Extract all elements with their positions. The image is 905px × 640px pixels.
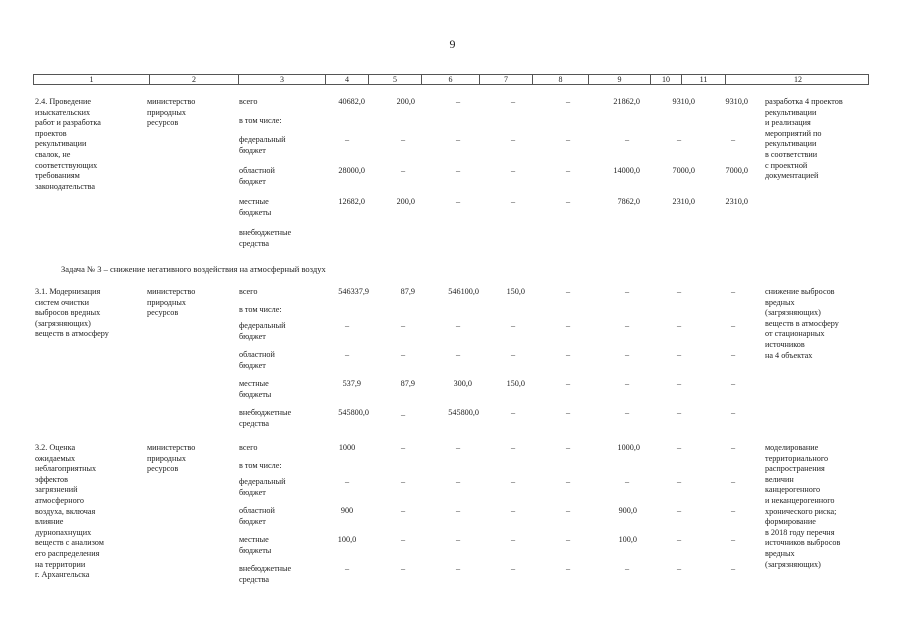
cell-3-2-loc-c5: – bbox=[400, 535, 406, 544]
cell-3-2-ext-c4: – bbox=[344, 564, 350, 573]
source-federal: федеральный бюджет bbox=[239, 135, 286, 155]
cell-3-2-reg-c4: 900 bbox=[340, 506, 354, 515]
cell-3-1-loc-c10: – bbox=[676, 379, 682, 388]
source-including: в том числе: bbox=[239, 461, 282, 470]
cell-3-2-ext-c11: – bbox=[730, 564, 736, 573]
cell-3-1-ext-c4: 545800,0 bbox=[338, 408, 369, 417]
header-col-10: 10 bbox=[650, 75, 681, 84]
item-3-1-title: 3.1. Модернизация систем очистки выбросов вредных (загрязняющих) веществ в атмосферу bbox=[35, 287, 109, 339]
cell-3-2-loc-c4: 100,0 bbox=[337, 535, 357, 544]
cell-3-1-reg-c8: – bbox=[565, 350, 571, 359]
cell-2-4-reg-c11: 7000,0 bbox=[725, 166, 748, 175]
cell-3-2-total-c8: – bbox=[565, 443, 571, 452]
source-extrabudget: внебюджетные средства bbox=[239, 564, 292, 584]
header-col-6: 6 bbox=[421, 75, 479, 84]
cell-3-1-total-c7: 150,0 bbox=[506, 287, 525, 296]
source-local: местные бюджеты bbox=[239, 379, 272, 399]
cell-3-2-fed-c9: – bbox=[624, 477, 630, 486]
cell-2-4-loc-c6: – bbox=[455, 197, 461, 206]
cell-3-1-fed-c5: – bbox=[400, 321, 406, 330]
cell-3-1-ext-c6: 545800,0 bbox=[448, 408, 479, 417]
header-col-9: 9 bbox=[588, 75, 650, 84]
cell-3-2-reg-c11: – bbox=[730, 506, 736, 515]
cell-3-2-reg-c9: 900,0 bbox=[618, 506, 637, 515]
cell-3-2-ext-c9: – bbox=[624, 564, 630, 573]
cell-2-4-fed-c4: – bbox=[344, 135, 350, 144]
cell-3-2-total-c9: 1000,0 bbox=[617, 443, 640, 452]
cell-3-1-loc-c4: 537,9 bbox=[342, 379, 361, 388]
cell-2-4-total-c7: – bbox=[510, 97, 516, 106]
item-3-1-result: снижение выбросов вредных (загрязняющих) веществ в атмосферу от стационарных источников на 4 объектах bbox=[765, 287, 839, 360]
source-total: всего bbox=[239, 97, 258, 106]
cell-3-2-total-c6: – bbox=[455, 443, 461, 452]
cell-3-1-loc-c11: – bbox=[730, 379, 736, 388]
cell-3-2-reg-c10: – bbox=[676, 506, 682, 515]
cell-2-4-total-c8: – bbox=[565, 97, 571, 106]
header-col-8: 8 bbox=[532, 75, 588, 84]
cell-3-2-fed-c5: – bbox=[400, 477, 406, 486]
cell-2-4-reg-c10: 7000,0 bbox=[672, 166, 695, 175]
cell-3-1-ext-c10: – bbox=[676, 408, 682, 417]
header-col-5: 5 bbox=[368, 75, 421, 84]
source-total: всего bbox=[239, 287, 258, 296]
cell-3-1-fed-c6: – bbox=[455, 321, 461, 330]
header-col-1: 1 bbox=[89, 75, 94, 84]
cell-3-1-fed-c4: – bbox=[344, 321, 350, 330]
item-3-2-result: моделирование территориального распространения величин канцерогенного и неканцерогенного хронического риска; формирование в 2018 году перечня источников выбросов вредных (загрязняющих) bbox=[765, 443, 841, 569]
cell-3-2-fed-c4: – bbox=[344, 477, 350, 486]
cell-2-4-reg-c5: – bbox=[400, 166, 406, 175]
cell-3-2-total-c5: – bbox=[400, 443, 406, 452]
cell-3-1-total-c5: 87,9 bbox=[400, 287, 415, 296]
cell-3-1-ext-c5: _ bbox=[400, 408, 406, 417]
cell-3-1-reg-c9: – bbox=[624, 350, 630, 359]
cell-3-1-reg-c7: – bbox=[510, 350, 516, 359]
task-3-heading: Задача № 3 – снижение негативного воздействия на атмосферный воздух bbox=[61, 264, 326, 274]
header-col-3: 3 bbox=[238, 75, 325, 84]
cell-3-2-fed-c11: – bbox=[730, 477, 736, 486]
cell-2-4-loc-c7: – bbox=[510, 197, 516, 206]
item-3-2-executor: министерство природных ресурсов bbox=[147, 443, 196, 474]
cell-3-2-loc-c8: – bbox=[565, 535, 571, 544]
cell-3-2-ext-c10: – bbox=[676, 564, 682, 573]
cell-3-1-loc-c7: 150,0 bbox=[506, 379, 525, 388]
source-regional: областной бюджет bbox=[239, 350, 275, 370]
cell-2-4-total-c5: 200,0 bbox=[396, 97, 415, 106]
cell-3-1-fed-c8: – bbox=[565, 321, 571, 330]
source-including: в том числе: bbox=[239, 116, 282, 125]
cell-2-4-fed-c8: – bbox=[565, 135, 571, 144]
cell-3-2-reg-c8: – bbox=[565, 506, 571, 515]
cell-3-2-loc-c11: – bbox=[730, 535, 736, 544]
cell-3-1-loc-c5: 87,9 bbox=[400, 379, 415, 388]
column-header-row bbox=[33, 74, 869, 85]
cell-3-1-total-c4: 546337,9 bbox=[338, 287, 369, 296]
source-total: всего bbox=[239, 443, 258, 452]
source-extrabudget: внебюджетные средства bbox=[239, 228, 292, 248]
item-2-4-title: 2.4. Проведение изыскательских работ и разработка проектов рекультивации свалок, не соответствующих требованиям законодательства bbox=[35, 97, 101, 191]
cell-3-1-ext-c8: – bbox=[565, 408, 571, 417]
cell-2-4-fed-c9: – bbox=[624, 135, 630, 144]
cell-3-1-total-c6: 546100,0 bbox=[448, 287, 479, 296]
cell-3-2-ext-c7: – bbox=[510, 564, 516, 573]
cell-3-1-reg-c6: – bbox=[455, 350, 461, 359]
cell-2-4-loc-c5: 200,0 bbox=[396, 197, 415, 206]
cell-3-1-ext-c7: – bbox=[510, 408, 516, 417]
cell-2-4-reg-c7: – bbox=[510, 166, 516, 175]
cell-3-1-total-c9: – bbox=[624, 287, 630, 296]
cell-3-1-reg-c11: – bbox=[730, 350, 736, 359]
cell-3-1-fed-c7: – bbox=[510, 321, 516, 330]
item-2-4-executor: министерство природных ресурсов bbox=[147, 97, 196, 128]
cell-3-2-fed-c8: – bbox=[565, 477, 571, 486]
header-col-11: 11 bbox=[681, 75, 725, 84]
header-col-12: 12 bbox=[725, 75, 870, 84]
cell-3-2-reg-c6: – bbox=[455, 506, 461, 515]
cell-2-4-fed-c6: – bbox=[455, 135, 461, 144]
page-number: 9 bbox=[449, 37, 456, 51]
item-3-2-title: 3.2. Оценка ожидаемых неблагоприятных эффектов загрязнений атмосферного воздуха, включая влияние дурнопахнущих веществ с анализом его распределения на территории г. Архангельска bbox=[35, 443, 104, 580]
cell-2-4-reg-c9: 14000,0 bbox=[613, 166, 640, 175]
cell-3-1-reg-c10: – bbox=[676, 350, 682, 359]
cell-3-2-total-c10: – bbox=[676, 443, 682, 452]
source-including: в том числе: bbox=[239, 305, 282, 314]
cell-3-2-ext-c6: – bbox=[455, 564, 461, 573]
cell-2-4-loc-c4: 12682,0 bbox=[338, 197, 365, 206]
item-3-1-executor: министерство природных ресурсов bbox=[147, 287, 196, 318]
cell-2-4-loc-c8: – bbox=[565, 197, 571, 206]
source-local: местные бюджеты bbox=[239, 535, 272, 555]
header-col-4: 4 bbox=[325, 75, 368, 84]
cell-2-4-fed-c11: – bbox=[730, 135, 736, 144]
source-regional: областной бюджет bbox=[239, 506, 275, 526]
cell-3-2-total-c7: – bbox=[510, 443, 516, 452]
cell-2-4-loc-c11: 2310,0 bbox=[725, 197, 748, 206]
cell-3-2-ext-c5: – bbox=[400, 564, 406, 573]
cell-3-1-total-c11: – bbox=[730, 287, 736, 296]
cell-2-4-total-c6: – bbox=[455, 97, 461, 106]
source-federal: федеральный бюджет bbox=[239, 321, 286, 341]
cell-3-1-loc-c9: – bbox=[624, 379, 630, 388]
cell-3-2-ext-c8: – bbox=[565, 564, 571, 573]
cell-3-1-ext-c11: – bbox=[730, 408, 736, 417]
cell-3-1-fed-c11: – bbox=[730, 321, 736, 330]
cell-2-4-loc-c10: 2310,0 bbox=[672, 197, 695, 206]
cell-3-1-total-c8: – bbox=[565, 287, 571, 296]
cell-3-1-ext-c9: – bbox=[624, 408, 630, 417]
cell-3-2-loc-c10: – bbox=[676, 535, 682, 544]
cell-2-4-total-c9: 21862,0 bbox=[613, 97, 640, 106]
cell-3-1-fed-c10: – bbox=[676, 321, 682, 330]
cell-3-2-reg-c5: – bbox=[400, 506, 406, 515]
cell-3-2-total-c11: – bbox=[730, 443, 736, 452]
cell-3-2-loc-c9: 100,0 bbox=[618, 535, 637, 544]
cell-3-2-fed-c6: – bbox=[455, 477, 461, 486]
cell-3-1-loc-c6: 300,0 bbox=[453, 379, 472, 388]
source-regional: областной бюджет bbox=[239, 166, 275, 186]
cell-2-4-fed-c7: – bbox=[510, 135, 516, 144]
cell-2-4-total-c4: 40682,0 bbox=[338, 97, 365, 106]
cell-3-2-loc-c7: – bbox=[510, 535, 516, 544]
cell-3-1-reg-c5: – bbox=[400, 350, 406, 359]
cell-2-4-total-c11: 9310,0 bbox=[725, 97, 748, 106]
cell-3-1-fed-c9: – bbox=[624, 321, 630, 330]
cell-3-1-loc-c8: – bbox=[565, 379, 571, 388]
cell-3-1-reg-c4: – bbox=[344, 350, 350, 359]
source-federal: федеральный бюджет bbox=[239, 477, 286, 497]
cell-2-4-reg-c6: – bbox=[455, 166, 461, 175]
source-local: местные бюджеты bbox=[239, 197, 272, 217]
cell-2-4-total-c10: 9310,0 bbox=[672, 97, 695, 106]
cell-2-4-fed-c5: – bbox=[400, 135, 406, 144]
cell-2-4-loc-c9: 7862,0 bbox=[617, 197, 640, 206]
source-extrabudget: внебюджетные средства bbox=[239, 408, 292, 428]
header-col-2: 2 bbox=[149, 75, 238, 84]
cell-3-2-fed-c10: – bbox=[676, 477, 682, 486]
header-col-7: 7 bbox=[479, 75, 532, 84]
cell-2-4-reg-c8: – bbox=[565, 166, 571, 175]
cell-3-2-loc-c6: – bbox=[455, 535, 461, 544]
cell-2-4-reg-c4: 28000,0 bbox=[338, 166, 365, 175]
cell-2-4-fed-c10: – bbox=[676, 135, 682, 144]
cell-3-2-fed-c7: – bbox=[510, 477, 516, 486]
cell-3-2-reg-c7: – bbox=[510, 506, 516, 515]
item-2-4-result: разработка 4 проектов рекультивации и реализация мероприятий по рекультивации в соответствии с проектной документацией bbox=[765, 97, 843, 181]
cell-3-2-total-c4: 1000 bbox=[338, 443, 356, 452]
cell-3-1-total-c10: – bbox=[676, 287, 682, 296]
